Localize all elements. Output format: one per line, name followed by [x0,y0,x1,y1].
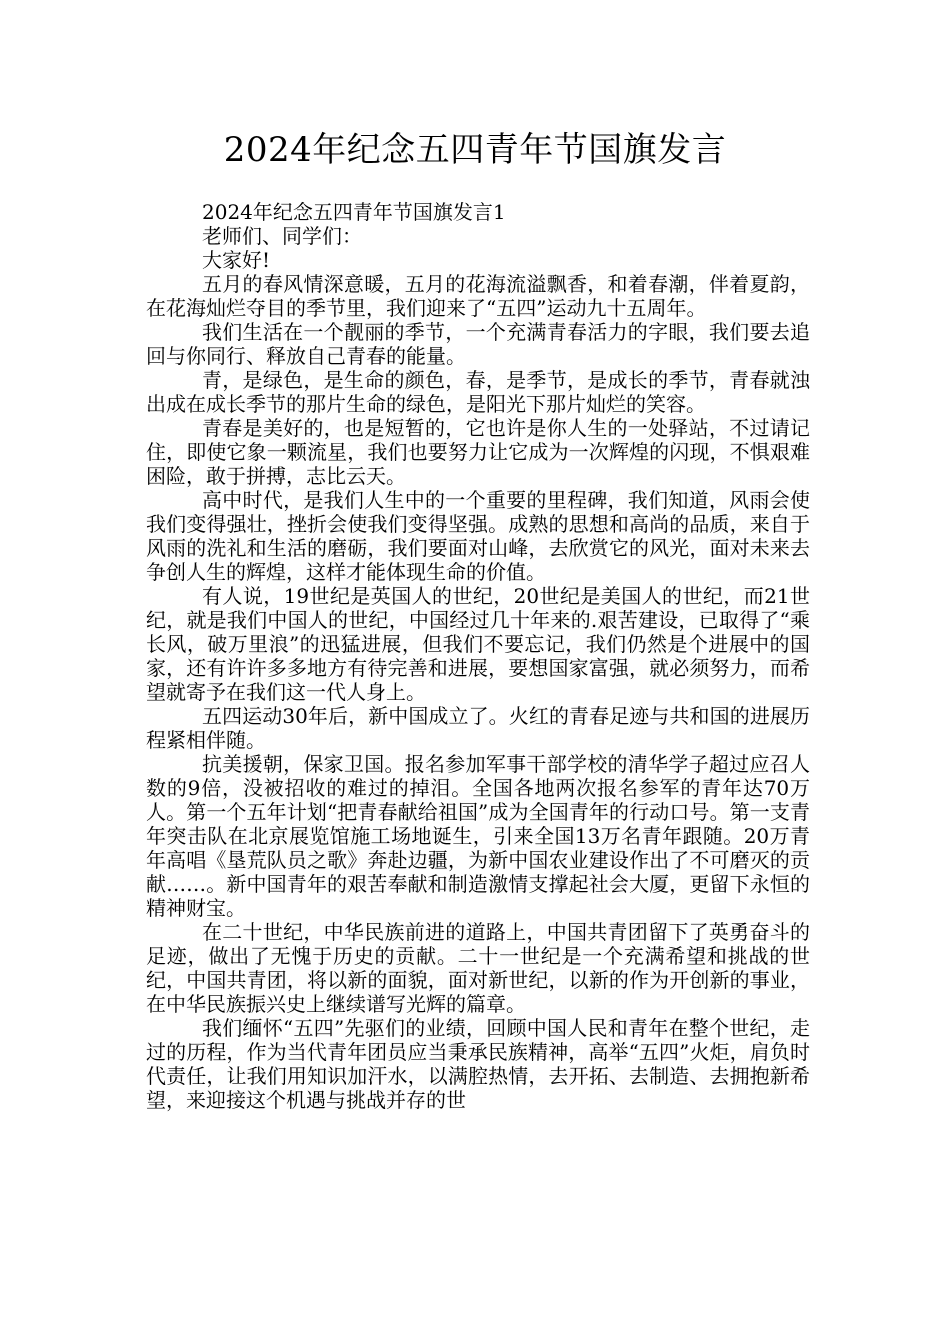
paragraph-1: 五月的春风情深意暖，五月的花海流溢飘香，和着春潮，伴着夏韵，在花海灿烂夺目的季节里，我们迎来了“五四”运动九十五周年。 [146,272,810,320]
greeting: 大家好! [202,248,271,272]
paragraph-3: 青，是绿色，是生命的颜色，春，是季节，是成长的季节，青春就浊出成在成长季节的那片生命的绿色，是阳光下那片灿烂的笑容。 [146,368,810,416]
speech-subtitle: 2024年纪念五四青年节国旗发言1 [202,200,506,224]
document-body [146,200,810,1112]
paragraph-4: 青春是美好的，也是短暂的，它也许是你人生的一处驿站，不过请记住，即使它象一颗流星，我们也要努力让它成为一次辉煌的闪现，不惧艰难困险，敢于拼搏，志比云天。 [146,416,810,488]
salutation: 老师们、同学们： [202,224,362,248]
paragraph-10: 我们缅怀“五四”先驱们的业绩，回顾中国人民和青年在整个世纪，走过的历程，作为当代青年团员应当秉承民族精神，高举“五四”火炬，肩负时代责任，让我们用知识加汗水，以满腔热情，去开拓、去制造、去拥抱新希望，来迎接这个机遇与挑战并存的世 [146,1016,810,1112]
page-title: 2024年纪念五四青年节国旗发言 [223,130,727,170]
paragraph-6: 有人说，19世纪是英国人的世纪，20世纪是美国人的世纪，而21世纪，就是我们中国人的世纪，中国经过几十年来的.艰苦建设，已取得了“乘长风，破万里浪”的迅猛进展，但我们不要忘记，我们仍然是个进展中的国家，还有许许多多地方有待完善和进展，要想国家富强，就必须努力，而希望就寄予在我们这一代人身上。 [146,584,810,704]
paragraph-9: 在二十世纪，中华民族前进的道路上，中国共青团留下了英勇奋斗的足迹，做出了无愧于历史的贡献。二十一世纪是一个充满希望和挑战的世纪，中国共青团，将以新的面貌，面对新世纪，以新的作为开创新的事业，在中华民族振兴史上继续谱写光辉的篇章。 [146,920,810,1016]
paragraph-5: 高中时代，是我们人生中的一个重要的里程碑，我们知道，风雨会使我们变得强壮，挫折会使我们变得坚强。成熟的思想和高尚的品质，来自于风雨的洗礼和生活的磨砺，我们要面对山峰，去欣赏它的风光，面对未来去争创人生的辉煌，这样才能体现生命的价值。 [146,488,810,584]
paragraph-8: 抗美援朝，保家卫国。报名参加军事干部学校的清华学子超过应召人数的9倍，没被招收的难过的掉泪。全国各地两次报名参军的青年达70万人。第一个五年计划“把青春献给祖国”成为全国青年的行动口号。第一支青年突击队在北京展览馆施工场地诞生，引来全国13万名青年跟随。20万青年高唱《垦荒队员之歌》奔赴边疆，为新中国农业建设作出了不可磨灭的贡献……。新中国青年的艰苦奉献和制造激情支撑起社会大厦，更留下永恒的精神财宝。 [146,752,810,920]
paragraph-2: 我们生活在一个靓丽的季节，一个充满青春活力的字眼，我们要去追回与你同行、释放自己青春的能量。 [146,320,810,368]
paragraph-7: 五四运动30年后，新中国成立了。火红的青春足迹与共和国的进展历程紧相伴随。 [146,704,810,752]
